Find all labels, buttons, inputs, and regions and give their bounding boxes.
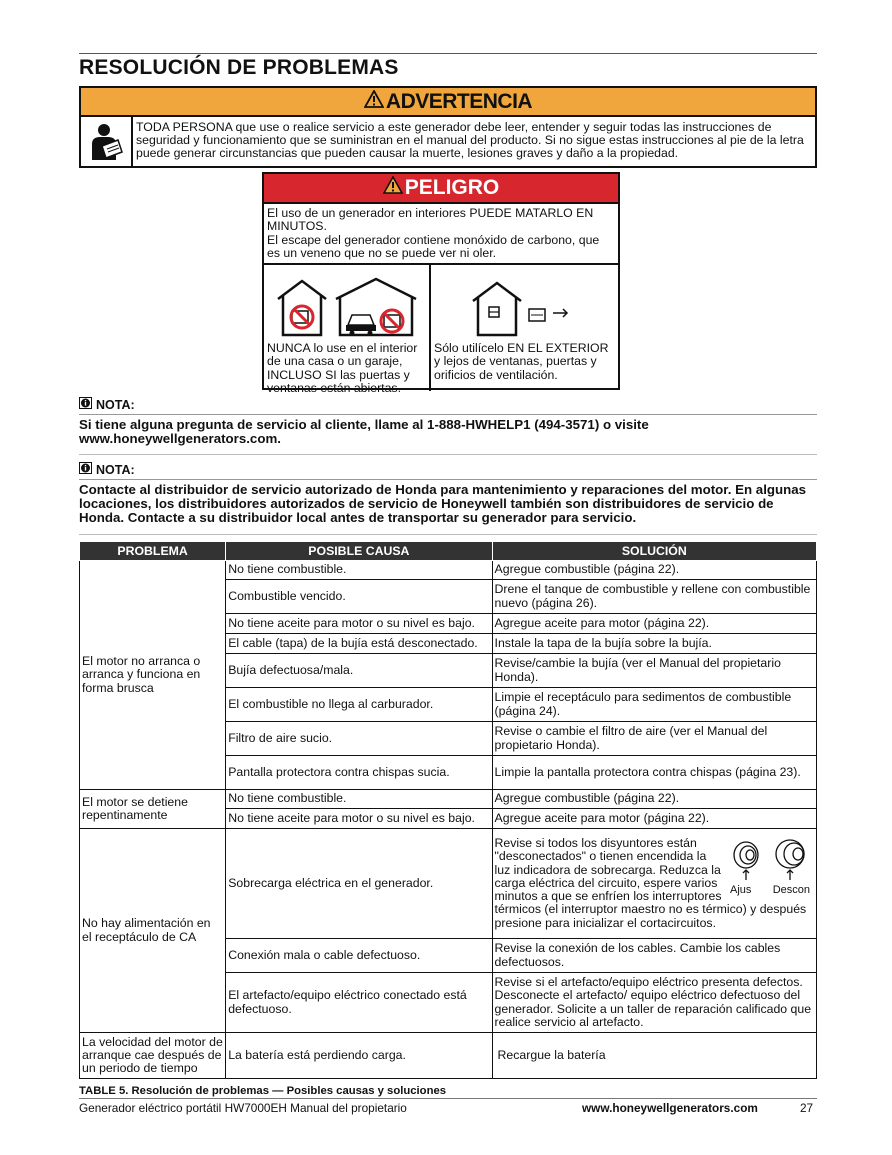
solution-cell: Recargue la batería bbox=[492, 1033, 816, 1079]
header-cause: POSIBLE CAUSA bbox=[226, 542, 492, 561]
breaker-illustration bbox=[726, 837, 814, 898]
top-rule bbox=[79, 53, 817, 54]
indoor-prohibited-icon bbox=[264, 265, 429, 339]
solution-cell: Agregue aceite para motor (página 22). bbox=[492, 809, 816, 829]
footer-website[interactable]: www.honeywellgenerators.com bbox=[582, 1101, 758, 1115]
cause-cell: No tiene combustible. bbox=[226, 561, 492, 580]
solution-cell: Agregue aceite para motor (página 22). bbox=[492, 614, 816, 634]
read-manual-icon bbox=[81, 117, 133, 166]
circuit-breaker-icon bbox=[726, 837, 814, 881]
solution-cell: Limpie el receptáculo para sedimentos de combustible (página 24). bbox=[492, 688, 816, 722]
header-solution: SOLUCIÓN bbox=[492, 542, 816, 561]
table-row bbox=[80, 1033, 817, 1079]
solution-cell: Drene el tanque de combustible y rellene con combustible nuevo (página 26). bbox=[492, 580, 816, 614]
danger-text-line2: El escape del generador contiene monóxido de carbono, que es un veneno que no se puede ver ni oler. bbox=[267, 232, 600, 260]
footer-manual-title: Generador eléctrico portátil HW7000EH Manual del propietario bbox=[79, 1101, 407, 1115]
warning-header bbox=[81, 88, 815, 117]
danger-text-line1: El uso de un generador en interiores PUEDE MATARLO EN MINUTOS. bbox=[267, 206, 594, 234]
cause-cell: El combustible no llega al carburador. bbox=[226, 688, 492, 722]
breaker-label-set: Ajus bbox=[730, 884, 752, 897]
solution-cell: Agregue combustible (página 22). bbox=[492, 561, 816, 580]
table-row bbox=[80, 790, 817, 809]
cause-cell: Conexión mala o cable defectuoso. bbox=[226, 939, 492, 973]
solution-text: Revise si todos los disyuntores están "desconectados" o tienen encendida la luz indicadora de sobrecarga. Reduzca la carga eléctrica del circuito, espere varios minutos a que se enfríen los interruptores térmicos (el interruptor maestro no es térmico) y después presione para inicializar el cortacircuitos. bbox=[494, 835, 807, 930]
solution-cell: Agregue combustible (página 22). bbox=[492, 790, 816, 809]
cause-cell: No tiene aceite para motor o su nivel es bajo. bbox=[226, 809, 492, 829]
table-row bbox=[80, 829, 817, 939]
note-label: NOTA: bbox=[96, 462, 135, 477]
note-text: Si tiene alguna pregunta de servicio al cliente, llame al 1-888-HWHELP1 (494-3571) o visite www.honeywellgenerators.com. bbox=[79, 417, 649, 447]
cause-cell: El artefacto/equipo eléctrico conectado está defectuoso. bbox=[226, 973, 492, 1033]
note-label: NOTA: bbox=[96, 397, 135, 412]
problem-cell: El motor se detiene repentinamente bbox=[80, 790, 226, 829]
troubleshooting-table bbox=[79, 541, 817, 1079]
solution-cell: Instale la tapa de la bujía sobre la bujía. bbox=[492, 634, 816, 654]
warning-text: TODA PERSONA que use o realice servicio a este generador debe leer, entender y seguir todas las instrucciones de seguridad y funcionamiento que se suministran en el manual del producto. Si no sigue estas instrucciones al pie de la letra puede generar circunstancias que pueden causar la muerte, lesiones graves y daño a la propiedad. bbox=[136, 120, 804, 161]
cause-cell: Bujía defectuosa/mala. bbox=[226, 654, 492, 688]
danger-outdoor-column bbox=[431, 265, 618, 391]
danger-outdoor-caption: Sólo utilícelo EN EL EXTERIOR y lejos de ventanas, puertas y orificios de ventilación. bbox=[434, 341, 609, 382]
problem-cell: No hay alimentación en el receptáculo de CA bbox=[80, 829, 226, 1033]
table-row bbox=[80, 561, 817, 580]
cause-cell: Filtro de aire sucio. bbox=[226, 722, 492, 756]
solution-cell: Revise la conexión de los cables. Cambie los cables defectuosos. bbox=[492, 939, 816, 973]
page-title: RESOLUCIÓN DE PROBLEMAS bbox=[79, 56, 399, 79]
danger-triangle-icon bbox=[383, 176, 403, 200]
note-text: Contacte al distribuidor de servicio autorizado de Honda para mantenimiento y reparaciones del motor. En algunas locaciones, los distribuidores autorizados de servicio de Honeywell también son distribuidores de servicio de Honda. Contacte a su distribuidor local antes de transportar su generador para servicio. bbox=[79, 482, 807, 526]
solution-cell: Limpie la pantalla protectora contra chispas (página 23). bbox=[492, 756, 816, 790]
header-problem: PROBLEMA bbox=[80, 542, 226, 561]
solution-cell: Revise/cambie la bujía (ver el Manual del propietario Honda). bbox=[492, 654, 816, 688]
danger-box bbox=[262, 172, 620, 395]
solution-cell: Revise si el artefacto/equipo eléctrico presenta defectos. Desconecte el artefacto/ equipo eléctrico defectuoso del generador. Solicite a un taller de reparación calificado que realice servicio al artefacto. bbox=[492, 973, 816, 1033]
danger-text bbox=[264, 204, 618, 265]
cause-cell: El cable (tapa) de la bujía está desconectado. bbox=[226, 634, 492, 654]
cause-cell: No tiene aceite para motor o su nivel es bajo. bbox=[226, 614, 492, 634]
cause-cell: Sobrecarga eléctrica en el generador. bbox=[226, 829, 492, 939]
page-number: 27 bbox=[800, 1101, 814, 1115]
danger-header bbox=[264, 174, 618, 204]
solution-cell: Revise o cambie el filtro de aire (ver el Manual del propietario Honda). bbox=[492, 722, 816, 756]
breaker-label-off: Descon bbox=[772, 884, 810, 897]
problem-cell: La velocidad del motor de arranque cae después de un periodo de tiempo bbox=[80, 1033, 226, 1079]
table-header-row bbox=[80, 542, 817, 561]
warning-triangle-icon bbox=[364, 90, 384, 114]
cause-cell: Pantalla protectora contra chispas sucia. bbox=[226, 756, 492, 790]
cause-cell: Combustible vencido. bbox=[226, 580, 492, 614]
warning-box bbox=[79, 86, 817, 168]
problem-cell: El motor no arranca o arranca y funciona en forma brusca bbox=[80, 561, 226, 790]
footer-rule bbox=[79, 1098, 817, 1099]
info-icon bbox=[79, 397, 92, 412]
table-caption: TABLE 5. Resolución de problemas — Posibles causas y soluciones bbox=[79, 1085, 447, 1097]
info-icon bbox=[79, 462, 92, 477]
outdoor-ok-icon bbox=[431, 265, 618, 339]
solution-cell bbox=[492, 829, 816, 939]
warning-title: ADVERTENCIA bbox=[385, 89, 533, 113]
danger-indoor-column bbox=[264, 265, 431, 395]
cause-cell: No tiene combustible. bbox=[226, 790, 492, 809]
danger-indoor-caption: NUNCA lo use en el interior de una casa o un garaje, INCLUSO SI las puertas y ventanas están abiertas. bbox=[267, 341, 418, 395]
note-honda-service bbox=[79, 462, 817, 535]
note-customer-service bbox=[79, 397, 817, 455]
danger-title: PELIGRO bbox=[404, 176, 500, 199]
cause-cell: La batería está perdiendo carga. bbox=[226, 1033, 492, 1079]
